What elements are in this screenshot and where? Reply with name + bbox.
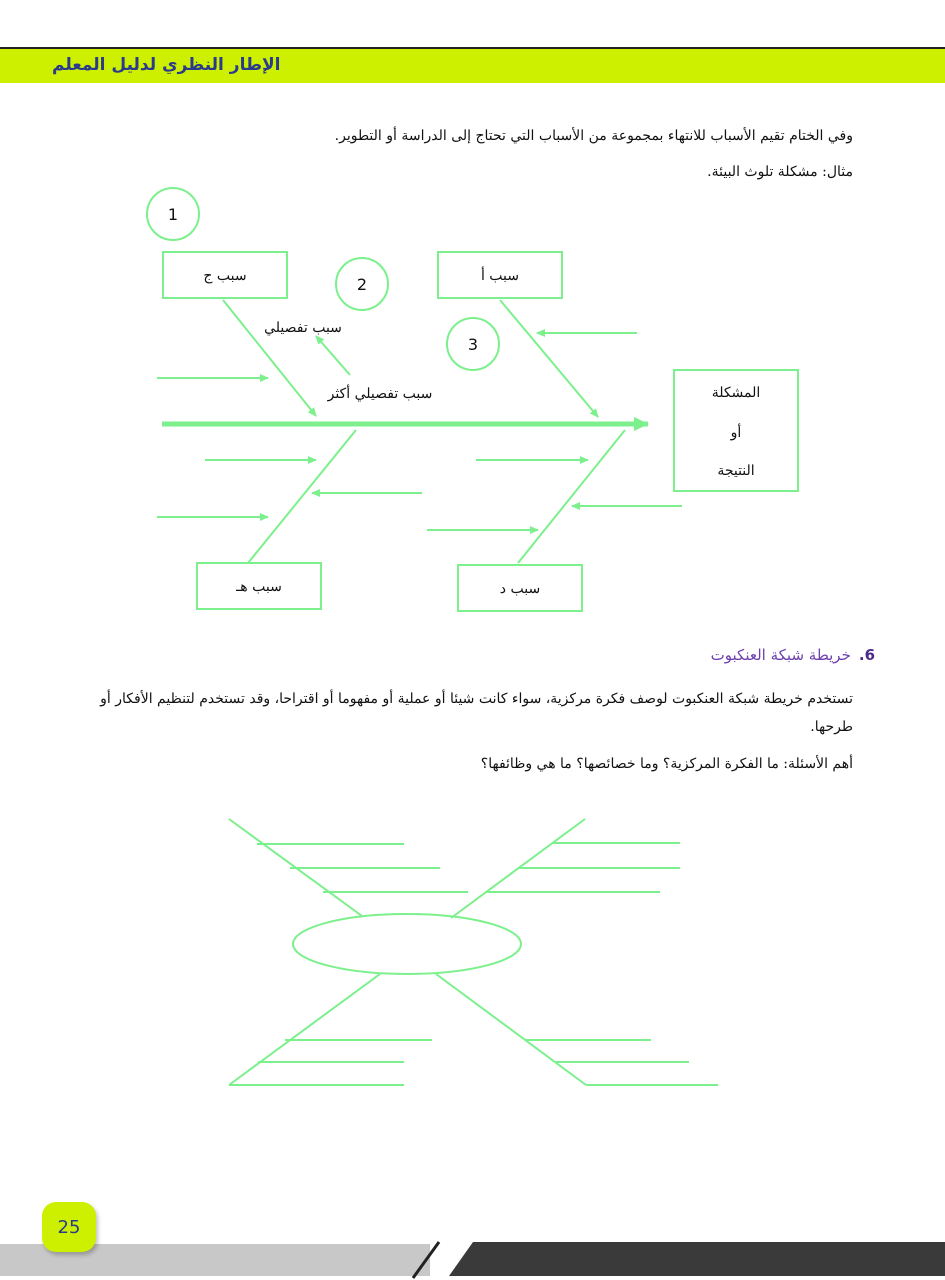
page-header-title: الإطار النظري لدليل المعلم [52, 55, 281, 75]
section-number: 6. [858, 646, 875, 664]
cause-d-label: سبب د [499, 581, 541, 597]
key-questions: أهم الأسئلة: ما الفكرة المركزية؟ وما خصائصها؟ ما هي وظائفها؟ [480, 756, 853, 772]
spider-leg [229, 974, 380, 1085]
fishbone-diagram [147, 188, 798, 611]
problem-label-line1: المشكلة [711, 385, 761, 401]
section-6-heading [711, 646, 875, 664]
bone-cause-c [223, 300, 316, 416]
marker-2-label: 2 [356, 275, 368, 294]
section-title: خريطة شبكة العنكبوت [710, 646, 851, 664]
problem-label-line2: أو [730, 425, 742, 441]
spider-center-ellipse [293, 914, 521, 974]
bone-cause-d [518, 430, 625, 563]
bone-cause-e [248, 430, 356, 563]
cause-e-label: سبب هـ [236, 579, 282, 595]
spider-web-diagram [229, 819, 718, 1085]
footer-bar-dark [490, 1242, 945, 1276]
sub-arrow [316, 336, 350, 375]
cause-c-label: سبب ج [203, 268, 247, 284]
detail-cause-label: سبب تفصيلي [264, 320, 342, 336]
bone-cause-a [500, 300, 598, 417]
spider-description: تستخدم خريطة شبكة العنكبوت لوصف فكرة مركزية، سواء كانت شيئا أو عملية أو مفهوما أو اقتراحا، وقد تستخدم لتنظيم الأفكار أو طرحها. [100, 691, 853, 735]
marker-3-label: 3 [467, 335, 479, 354]
more-detail-cause-label: سبب تفصيلي أكثر [327, 386, 433, 402]
cause-a-label: سبب أ [480, 268, 520, 284]
spider-leg [436, 974, 586, 1085]
intro-paragraph: وفي الختام تقيم الأسباب للانتهاء بمجموعة من الأسباب التي تحتاج إلى الدراسة أو التطوير. [334, 128, 853, 144]
example-line: مثال: مشكلة تلوث البيئة. [707, 164, 853, 180]
marker-1-label: 1 [167, 205, 179, 224]
footer-slash [405, 1240, 445, 1280]
problem-label-line3: النتيجة [717, 463, 755, 479]
page-number-badge: 25 [42, 1202, 96, 1252]
